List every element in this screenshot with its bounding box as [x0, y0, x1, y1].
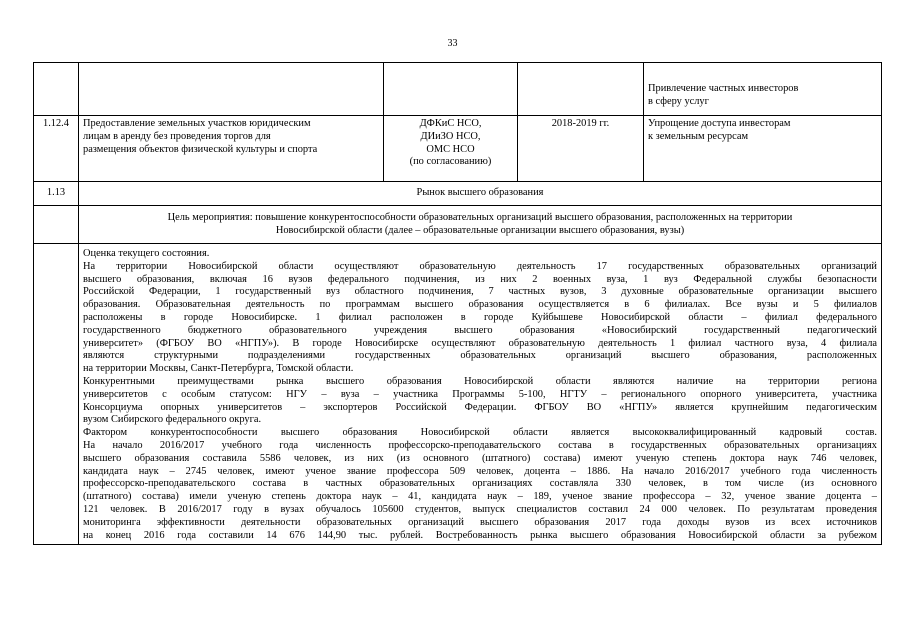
assessment-line: университет» (ФГБОУ ВО «НГПУ»). В городе Новосибирске осуществляют образовательную деятельность 1 филиал частного вуза, 4 филиала: [83, 337, 877, 349]
assessment-line: На территории Новосибирской области осуществляют образовательную деятельность 17 государственных образовательных организаций: [83, 260, 877, 272]
result-line: в сферу услуг: [648, 95, 709, 107]
assessment-line: расположены в городе Новосибирске. 1 филиал расположен в городе Куйбышеве Новосибирской области – филиал федерального: [83, 311, 877, 323]
assessment-line: высшего образования составила 5586 человек, из них (из основного (штатного) состава) имеют ученую степень доктора наук 746 человек,: [83, 452, 877, 464]
cell-num: [34, 244, 79, 545]
cell-num: [34, 206, 79, 244]
exec-line: ДФКиС НСО,: [419, 118, 482, 129]
cell-term: 2018-2019 гг.: [518, 116, 644, 182]
table-row: [34, 63, 882, 116]
cell-result: [644, 116, 882, 182]
assessment-line: государственного бюджетного образовательного учреждения высшего образования «Новосибирский государственный педагогический: [83, 324, 877, 336]
assessment-line: университетов с особым статусом: НГУ – вуза – участника Программы 5-100, НГТУ – регионального опорного университета, участника: [83, 388, 877, 400]
assessment-line: на конец 2016 года составили 14 676 144,90 тыс. рублей. Востребованность рынка высшего образования Новосибирской области за рубежом: [83, 529, 877, 541]
result-line: к земельным ресурсам: [648, 130, 749, 142]
assessment-line: 121 человек. В 2016/2017 году в вузах обучалось 105600 студентов, выпуск специалистов составил 24 000 человек. По результатам проведения: [83, 503, 877, 515]
assessment-line: образования. Образовательная деятельность по программам высшего образования осуществляется в 6 филиалах. Все вузы и 5 филиалов: [83, 299, 877, 311]
assessment-line: Фактором конкурентоспособности высшего образования Новосибирской области является высококвалифицированный кадровый состав.: [83, 427, 877, 439]
assessment-heading: Оценка текущего состояния.: [83, 248, 210, 259]
exec-line: ДИиЗО НСО,: [420, 130, 481, 142]
desc-line: Предоставление земельных участков юридическим: [83, 118, 311, 129]
table-row: [34, 182, 882, 206]
cell-num: 1.12.4: [34, 116, 79, 182]
cell-exec: [384, 63, 518, 116]
cell-result: [644, 63, 882, 116]
table-row: [34, 116, 882, 182]
exec-line: ОМС НСО: [426, 143, 475, 155]
assessment-line: Конкурентными преимуществами рынка высшего образования Новосибирской области являются наличие на территории региона: [83, 375, 877, 387]
assessment-line: мониторинга эффективности деятельности образовательных организаций высшего образования 2017 года доходы вузов из всех источников: [83, 516, 877, 528]
cell-num: 1.13: [34, 182, 79, 206]
page-number: 33: [447, 38, 458, 49]
desc-line: размещения объектов физической культуры и спорта: [83, 143, 318, 155]
assessment-line: Российской Федерации, 1 государственный вуз областного подчинения, 7 частных вузов, 3 духовные образовательные организации высшего: [83, 286, 877, 298]
result-line: Упрощение доступа инвесторам: [648, 118, 791, 129]
result-line: Привлечение частных инвесторов: [648, 83, 799, 94]
cell-desc: [79, 63, 384, 116]
assessment-line: На начало 2016/2017 учебного года численность профессорско-преподавательского состава в государственных образовательных организациях: [83, 439, 877, 451]
table-row: [34, 206, 882, 244]
assessment-line: кандидата наук – 2745 человек, имеют ученое звание профессора 509 человек, доцента – 1886. На начало 2016/2017 учебного года численность: [83, 465, 877, 477]
table-row: [34, 244, 882, 545]
cell-term: [518, 63, 644, 116]
assessment-line: высшего образования, включая 16 вузов федерального подчинения, из них 2 военных вуза, 1 вуз Федеральной службы безопасности: [83, 273, 877, 285]
assessment-text: [83, 261, 877, 543]
exec-line: (по согласованию): [409, 156, 492, 168]
assessment-line: являются структурными подразделениями государственных образовательных организаций высшего образования, расположенных: [83, 350, 877, 362]
goal-line: Новосибирской области (далее – образовательные организации высшего образования, вузы): [275, 224, 685, 236]
assessment-line: (штатного) состава) имели ученую степень доктора наук – 41, кандидата наук – 189, ученое звание профессора – 32, ученое звание доцента –: [83, 491, 877, 503]
cell-num: [34, 63, 79, 116]
assessment-line: на территории Москвы, Санкт-Петербурга, Томской области.: [83, 363, 354, 375]
desc-line: лицам в аренду без проведения торгов для: [83, 130, 271, 142]
cell-exec: [384, 116, 518, 182]
assessment-line: Консорциума опорных университетов – экспортеров Российской Федерации. ФГБОУ ВО «НГПУ» является крупнейшим педагогическим: [83, 401, 877, 413]
goal-cell: [79, 206, 882, 244]
section-title: Рынок высшего образования: [79, 182, 882, 206]
assessment-cell: [79, 244, 882, 545]
assessment-line: вузом Сибирского федерального округа.: [83, 414, 262, 426]
goal-line: Цель мероприятия: повышение конкурентоспособности образовательных организаций высшего образования, расположенных на территории: [167, 211, 793, 223]
measures-table: [33, 62, 882, 545]
assessment-line: профессорско-преподавательского состава в частных образовательных организациях составляла 330 человек, в том числе (из основного: [83, 478, 877, 490]
cell-desc: [79, 116, 384, 182]
